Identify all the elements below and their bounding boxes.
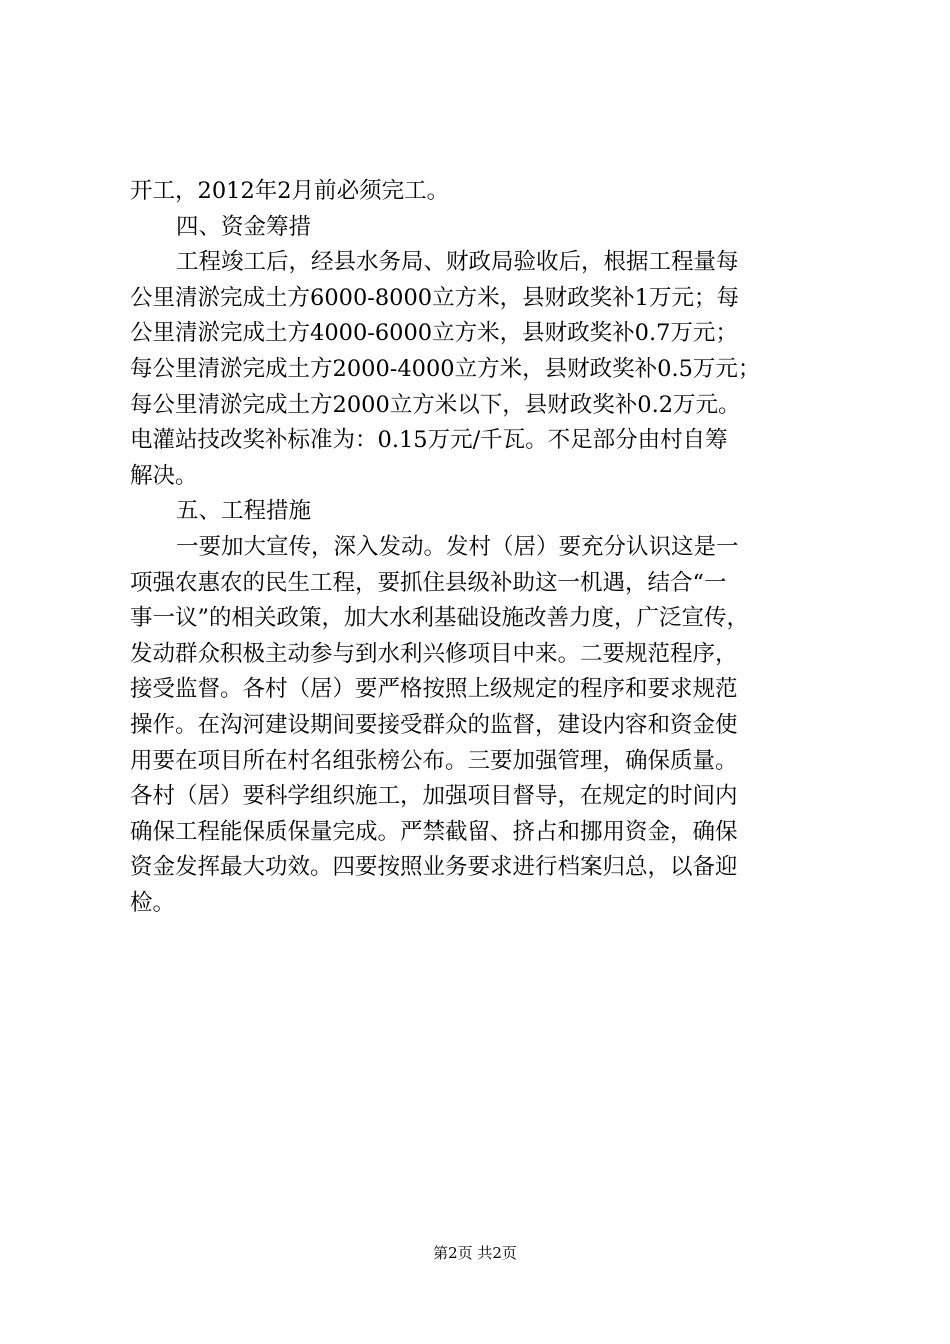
text-line: 公里清淤完成土方4000-6000立方米，县财政奖补0.7万元；	[130, 320, 738, 347]
text-line: 各村（居）要科学组织施工，加强项目督导，在规定的时间内	[130, 783, 738, 810]
text-line: 发动群众积极主动参与到水利兴修项目中来。二要规范程序，	[130, 640, 738, 667]
section-heading-funding: 四、资金筹措	[176, 213, 312, 240]
document-body	[130, 174, 842, 921]
text-line: 操作。在沟河建设期间要接受群众的监督，建设内容和资金使	[130, 711, 738, 738]
text-line: 确保工程能保质保量完成。严禁截留、挤占和挪用资金，确保	[130, 818, 738, 845]
text-line: 事一议”的相关政策，加大水利基础设施改善力度，广泛宣传，	[130, 605, 750, 632]
text-line: 开工，2012年2月前必须完工。	[130, 178, 450, 204]
text-line: 电灌站技改奖补标准为：0.15万元/千瓦。不足部分由村自筹	[130, 427, 728, 454]
text-line: 一要加大宣传，深入发动。发村（居）要充分认识这是一	[176, 533, 739, 560]
text-line: 每公里清淤完成土方2000立方米以下，县财政奖补0.2万元。	[130, 391, 741, 418]
text-line: 公里清淤完成土方6000-8000立方米，县财政奖补1万元；每	[130, 284, 739, 311]
section-heading-measures: 五、工程措施	[176, 498, 312, 525]
page-footer: 第2页 共2页	[433, 1244, 517, 1262]
text-line: 每公里清淤完成土方2000-4000立方米，县财政奖补0.5万元；	[130, 355, 761, 382]
text-line: 接受监督。各村（居）要严格按照上级规定的程序和要求规范	[130, 676, 738, 703]
text-line: 工程竣工后，经县水务局、财政局验收后，根据工程量每	[176, 249, 739, 276]
text-line: 资金发挥最大功效。四要按照业务要求进行档案归总，以备迎	[130, 854, 738, 881]
text-line: 解决。	[130, 462, 198, 489]
text-line: 检。	[130, 889, 176, 916]
text-line: 项强农惠农的民生工程，要抓住县级补助这一机遇，结合“一	[130, 569, 727, 596]
text-line: 用要在项目所在村名组张榜公布。三要加强管理，确保质量。	[130, 747, 738, 774]
